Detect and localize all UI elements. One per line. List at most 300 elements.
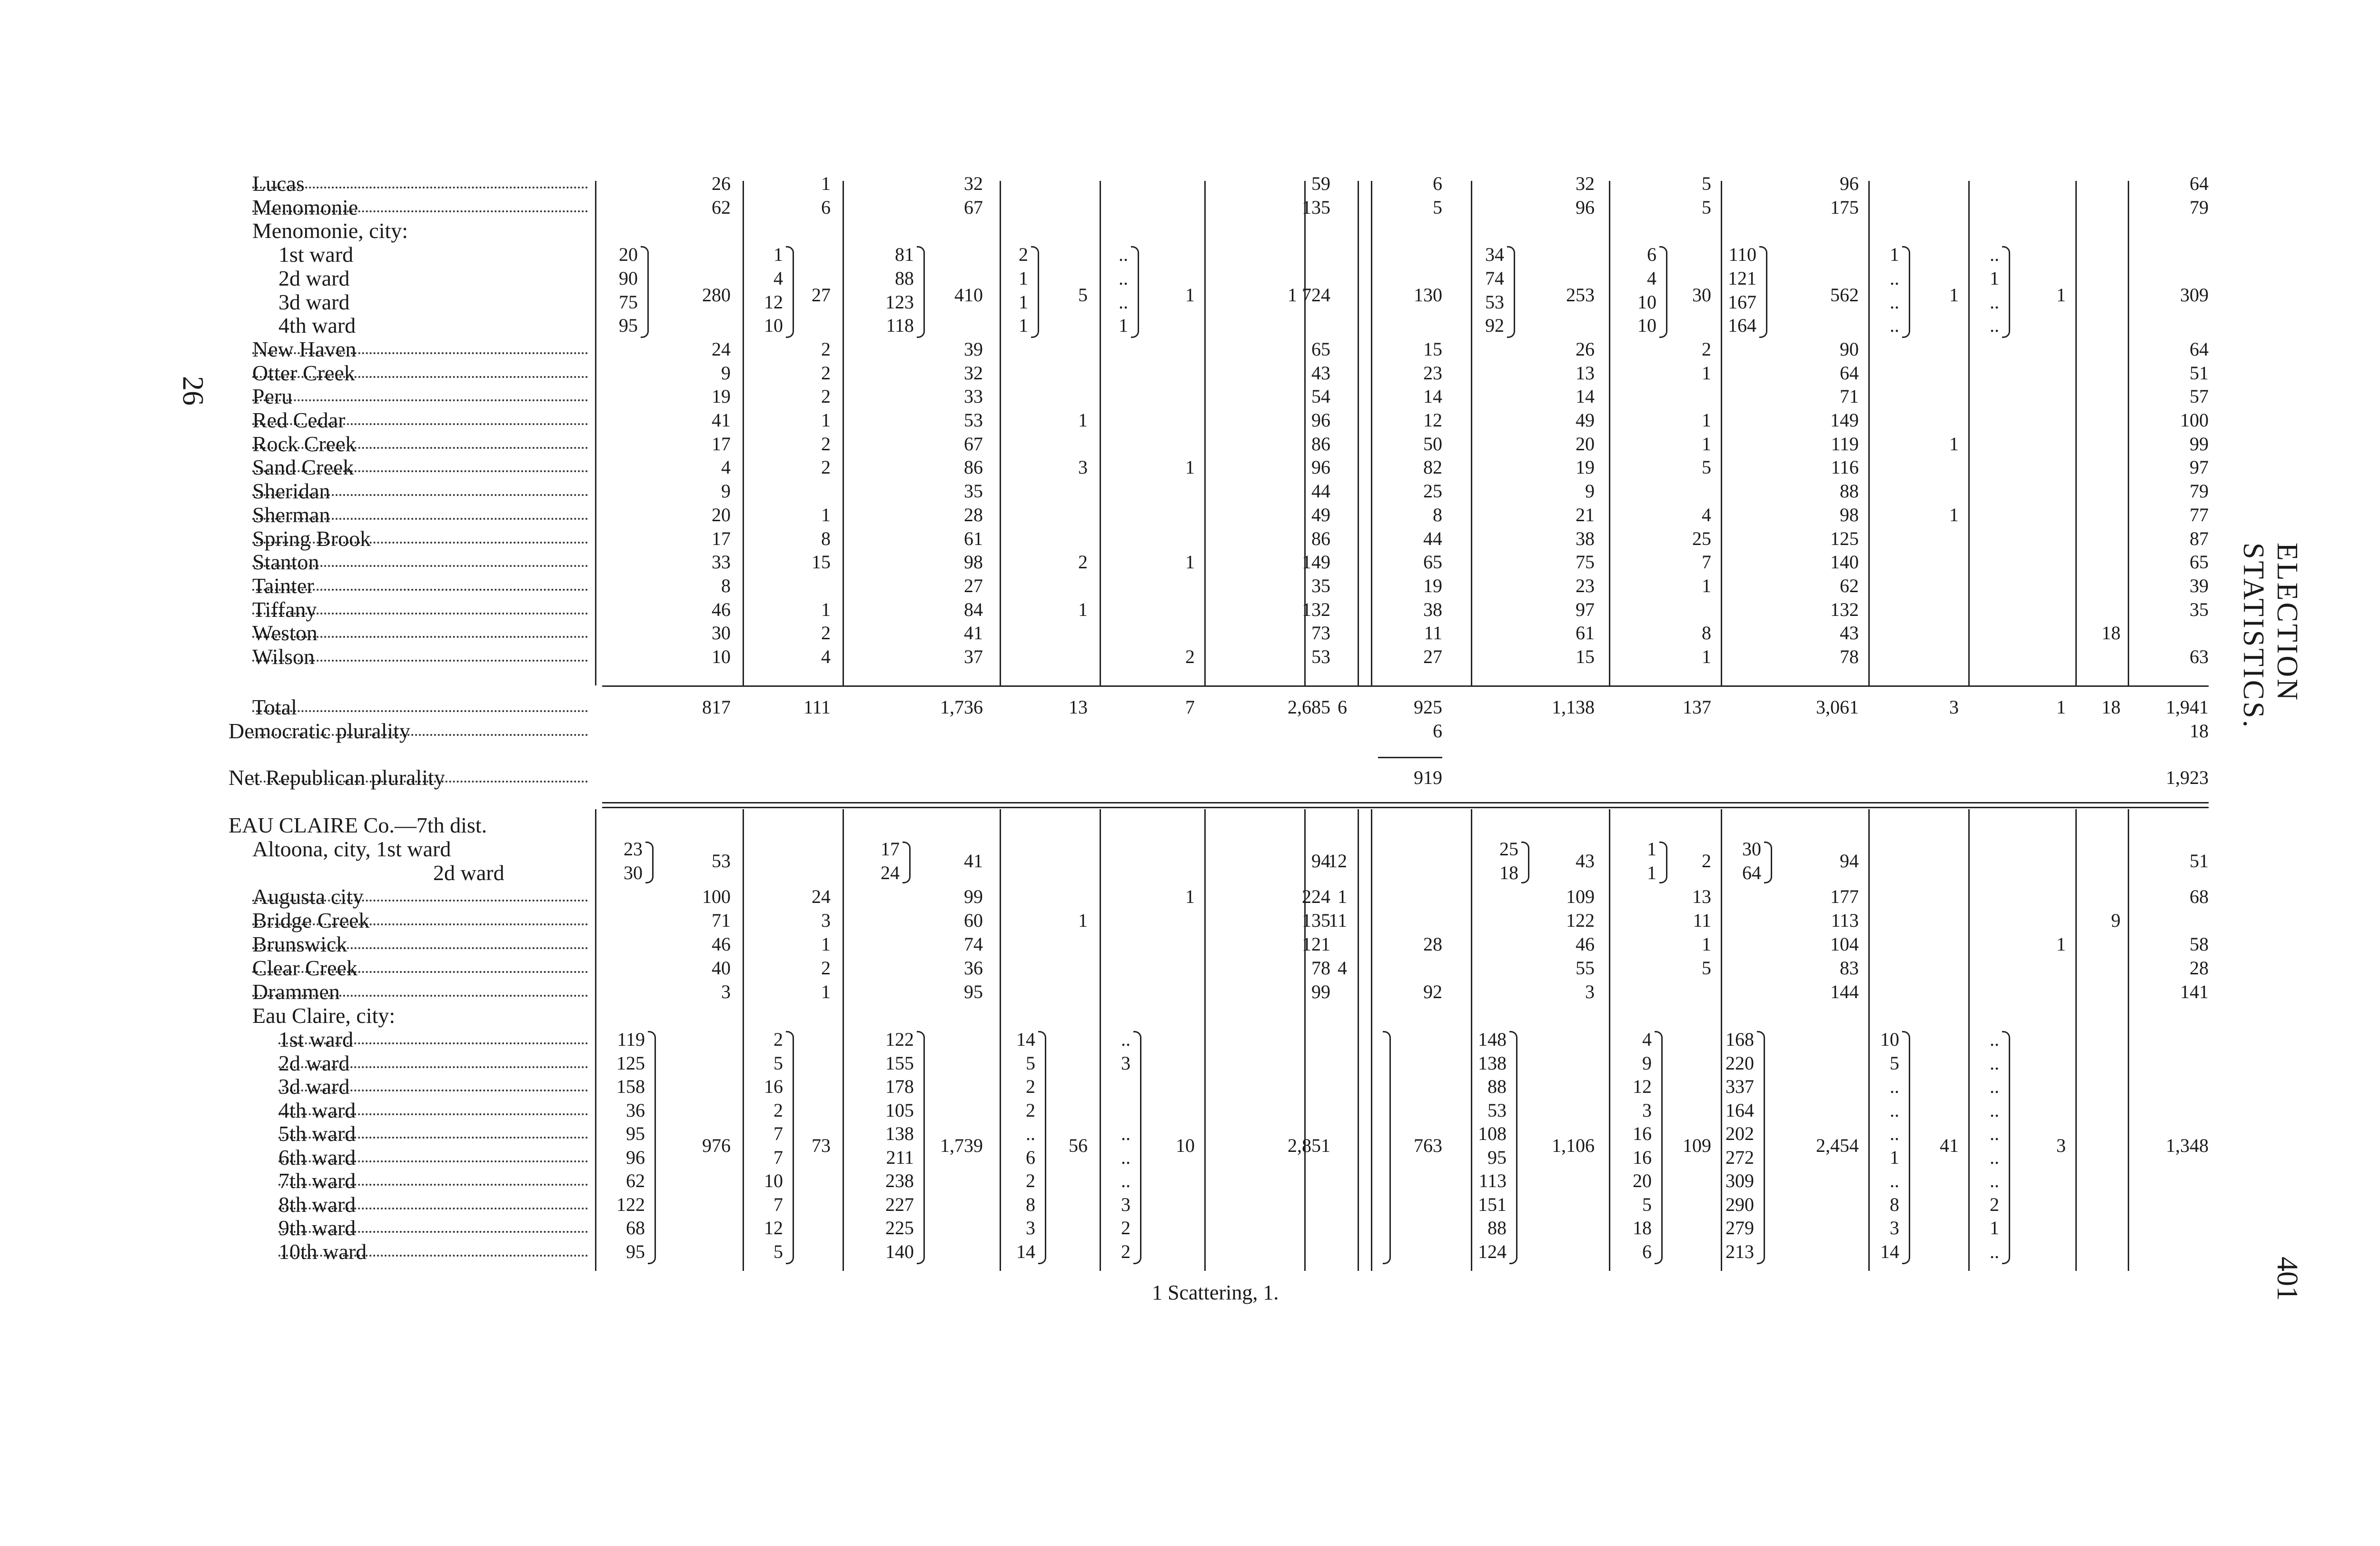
ward-cell-c4: 2: [1019, 244, 1028, 266]
cell-col-9: 32: [1576, 173, 1595, 194]
altoona-cell: 30: [624, 862, 643, 883]
row-label: 2d ward: [278, 266, 350, 290]
brace: [1509, 1031, 1517, 1264]
cell-col-1: 17: [712, 527, 731, 549]
ward-cell-c13: ..: [1990, 1170, 1999, 1191]
cell-col-6: 121: [1302, 933, 1330, 955]
altoona-cell: 1: [1647, 838, 1656, 860]
county-heading: EAU CLAIRE Co.—7th dist.: [228, 813, 487, 837]
cell-col-9: 23: [1576, 575, 1595, 596]
ward-cell-c5: 2: [1121, 1240, 1130, 1262]
ward-cell-c2: 4: [774, 267, 783, 289]
ward-cell-c2: 2: [774, 1029, 783, 1050]
column-rule: [743, 181, 744, 685]
cell-col-6: 65: [1311, 338, 1330, 360]
cell-col-3: 60: [964, 910, 983, 931]
ward-cell-c11: 164: [1728, 315, 1756, 337]
cell-col-15: 18: [2190, 720, 2209, 742]
cell-col-11: 149: [1830, 409, 1859, 431]
brace: [917, 246, 925, 338]
cell-col-1: 62: [712, 196, 731, 218]
cell-col-7: 11: [1329, 910, 1347, 931]
row-label: 5th ward: [278, 1121, 356, 1146]
cell-col-9: 1,106: [1552, 1134, 1595, 1156]
ward-cell-c4: 14: [1016, 1029, 1035, 1050]
cell-col-15: 309: [2180, 284, 2209, 306]
cell-col-1: 30: [712, 622, 731, 644]
cell-col-3: 41: [964, 622, 983, 644]
ward-cell-c2: 7: [774, 1123, 783, 1144]
ward-cell-c1: 75: [619, 291, 638, 313]
column-rule: [1721, 809, 1722, 1271]
ward-cell-c1: 125: [616, 1052, 645, 1074]
cell-col-4: 2: [1078, 551, 1088, 573]
ward-cell-c13: ..: [1990, 291, 1999, 313]
cell-col-11: 62: [1840, 575, 1859, 596]
cell-col-3: 37: [964, 646, 983, 667]
column-rule: [1204, 181, 1206, 685]
cell-col-2: 111: [803, 696, 831, 718]
ward-cell-c12: ..: [1890, 291, 1899, 313]
cell-col-6: 1 724: [1288, 284, 1330, 306]
cell-col-11: 83: [1840, 957, 1859, 979]
cell-col-6: 135: [1302, 910, 1330, 931]
cell-col-5: 10: [1176, 1134, 1195, 1156]
cell-col-15: 99: [2190, 433, 2209, 455]
cell-col-15: 63: [2190, 646, 2209, 667]
cell-col-10: 8: [1702, 622, 1711, 644]
cell-col-10: 7: [1702, 551, 1711, 573]
cell-col-1: 4: [721, 456, 731, 478]
brace: [2002, 1031, 2010, 1264]
brace: [1764, 842, 1772, 883]
altoona-cell: 24: [881, 862, 900, 883]
cell-col-15: 28: [2190, 957, 2209, 979]
brace: [1759, 246, 1767, 338]
ward-cell-c10: 18: [1633, 1217, 1652, 1239]
cell-col-6: 73: [1311, 622, 1330, 644]
ward-cell-c12: ..: [1890, 267, 1899, 289]
brace: [1757, 1031, 1765, 1264]
cell-col-9: 26: [1576, 338, 1595, 360]
cell-col-15: 35: [2190, 598, 2209, 620]
cell-col-13: 1: [2056, 284, 2066, 306]
cell-col-8: 8: [1433, 504, 1442, 525]
cell-col-9: 20: [1576, 433, 1595, 455]
cell-col-10: 1: [1702, 362, 1711, 384]
cell-col-11: 562: [1830, 284, 1859, 306]
ward-cell-c10: 4: [1647, 267, 1656, 289]
ward-cell-c2: 10: [764, 315, 783, 337]
ward-cell-c4: 14: [1016, 1240, 1035, 1262]
ward-cell-c2: 5: [774, 1240, 783, 1262]
cell-col-2: 2: [821, 957, 831, 979]
column-rule: [595, 809, 596, 1271]
column-rule: [1471, 809, 1472, 1271]
ward-cell-c10: 9: [1642, 1052, 1652, 1074]
ward-cell-c1: 62: [626, 1170, 645, 1191]
cell-col-10: 5: [1702, 456, 1711, 478]
ward-cell-c5: ..: [1119, 244, 1128, 266]
cell-col-8: 82: [1423, 456, 1442, 478]
ward-cell-c3: 211: [886, 1146, 914, 1168]
row-label: Net Republican plurality: [228, 765, 445, 790]
cell-col-8: 6: [1433, 173, 1442, 194]
ward-cell-c4: 6: [1026, 1146, 1035, 1168]
column-rule: [843, 809, 844, 1271]
row-label: 10th ward: [278, 1239, 367, 1264]
ward-cell-c2: 16: [764, 1076, 783, 1097]
column-rule: [1371, 809, 1372, 1271]
ward-cell-c13: ..: [1990, 244, 1999, 266]
ward-cell-c2: 7: [774, 1193, 783, 1215]
cell-col-8: 44: [1423, 527, 1442, 549]
cell-col-15: 77: [2190, 504, 2209, 525]
cell-col-15: 68: [2190, 886, 2209, 907]
ward-cell-c1: 95: [626, 1123, 645, 1144]
brace: [641, 246, 649, 338]
cell-col-5: 1: [1185, 456, 1195, 478]
ward-cell-c13: ..: [1990, 1029, 1999, 1050]
row-label: Wilson: [252, 644, 315, 669]
cell-col-1: 40: [712, 957, 731, 979]
ward-cell-c12: 10: [1880, 1029, 1899, 1050]
row-label: Red Cedar: [252, 408, 346, 432]
cell-col-8: 23: [1423, 362, 1442, 384]
rule: [1378, 757, 1442, 758]
cell-col-9: 38: [1576, 527, 1595, 549]
cell-col-12: 1: [1949, 284, 1959, 306]
row-label: 2d ward: [433, 861, 505, 885]
ward-cell-c4: 2: [1026, 1170, 1035, 1191]
column-rule: [1868, 181, 1870, 685]
cell-col-15: 58: [2190, 933, 2209, 955]
ward-cell-c10: 10: [1637, 315, 1656, 337]
row-label: Democratic plurality: [228, 719, 410, 743]
row-label: Sand Creek: [252, 455, 354, 480]
cell-col-9: 61: [1576, 622, 1595, 644]
cell-col-9: 122: [1566, 910, 1595, 931]
row-label: Bridge Creek: [252, 908, 370, 932]
cell-col-11: 116: [1831, 456, 1859, 478]
cell-col-9: 14: [1576, 386, 1595, 407]
cell-col-13: 1: [2056, 933, 2066, 955]
cell-col-12: 3: [1949, 696, 1959, 718]
cell-col-10: 5: [1702, 173, 1711, 194]
ward-cell-c11: 167: [1728, 291, 1756, 313]
cell-col-6: 59: [1311, 173, 1330, 194]
row-label: Lucas: [252, 171, 305, 196]
column-rule: [1204, 809, 1206, 1271]
cell-col-11: 144: [1830, 981, 1859, 1002]
ward-cell-c2: 7: [774, 1146, 783, 1168]
cell-col-10: 109: [1683, 1134, 1711, 1156]
row-label: Clear Creek: [252, 956, 357, 980]
cell-col-1: 8: [721, 575, 731, 596]
ward-cell-c13: ..: [1990, 1240, 1999, 1262]
cell-col-5: 2: [1185, 646, 1195, 667]
cell-col-2: 2: [821, 622, 831, 644]
brace: [1659, 246, 1667, 338]
cell-col-8: 28: [1423, 933, 1442, 955]
altoona-cell: 25: [1499, 838, 1518, 860]
cell-col-2: 27: [812, 284, 831, 306]
ward-cell-c5: ..: [1119, 267, 1128, 289]
cell-col-10: 137: [1683, 696, 1711, 718]
rule: [602, 807, 2209, 808]
cell-col-8: 19: [1423, 575, 1442, 596]
ward-cell-c2: 5: [774, 1052, 783, 1074]
ward-cell-c9: 113: [1478, 1170, 1507, 1191]
ward-cell-c13: ..: [1990, 1123, 1999, 1144]
ward-cell-c1: 96: [626, 1146, 645, 1168]
cell-col-10: 1: [1702, 933, 1711, 955]
cell-col-2: 73: [812, 1134, 831, 1156]
column-rule: [1721, 181, 1722, 685]
cell-col-5: 1: [1185, 886, 1195, 907]
row-label: Peru: [252, 384, 293, 409]
cell-col-11: 71: [1840, 386, 1859, 407]
cell-col-6: 96: [1311, 409, 1330, 431]
ward-cell-c13: 1: [1990, 1217, 1999, 1239]
cell-col-8: 25: [1423, 480, 1442, 502]
ward-cell-c3: 122: [885, 1029, 914, 1050]
cell-col-8: 50: [1423, 433, 1442, 455]
cell-col-2: 2: [821, 433, 831, 455]
ward-cell-c12: ..: [1890, 1123, 1899, 1144]
ward-cell-c13: 1: [1990, 267, 1999, 289]
ward-cell-c3: 178: [885, 1076, 914, 1097]
column-rule: [1371, 181, 1372, 685]
brace: [917, 1031, 925, 1264]
cell-col-4: 1: [1078, 409, 1088, 431]
cell-col-14: 18: [2102, 622, 2121, 644]
brace: [902, 842, 911, 883]
cell-col-1: 9: [721, 480, 731, 502]
ward-cell-c12: 3: [1890, 1217, 1899, 1239]
ward-cell-c2: 12: [764, 291, 783, 313]
ward-cell-c1: 122: [616, 1193, 645, 1215]
ward-cell-c5: ..: [1119, 291, 1128, 313]
ward-cell-c13: ..: [1990, 1052, 1999, 1074]
ward-cell-c1: 119: [617, 1029, 645, 1050]
cell-col-11: 64: [1840, 362, 1859, 384]
column-rule: [1100, 809, 1101, 1271]
ward-cell-c10: 16: [1633, 1123, 1652, 1144]
cell-col-15: 1,923: [2166, 767, 2209, 788]
cell-col-11: 90: [1840, 338, 1859, 360]
ward-cell-c1: 36: [626, 1099, 645, 1121]
altoona-cell: 1: [1647, 862, 1656, 883]
brace: [1902, 1031, 1910, 1264]
row-label: Weston: [252, 621, 317, 645]
cell-col-15: 100: [2180, 409, 2209, 431]
ward-cell-c5: 2: [1121, 1217, 1130, 1239]
row-label: 1st ward: [278, 242, 354, 267]
column-rule: [1609, 181, 1610, 685]
ward-cell-c4: 3: [1026, 1217, 1035, 1239]
column-rule: [1868, 809, 1870, 1271]
cell-col-15: 1,348: [2166, 1134, 2209, 1156]
cell-col-11: 140: [1830, 551, 1859, 573]
brace: [1902, 246, 1910, 338]
ward-cell-c3: 81: [895, 244, 914, 266]
ward-cell-c10: 3: [1642, 1099, 1652, 1121]
ward-cell-c5: 3: [1121, 1052, 1130, 1074]
ward-cell-c3: 138: [885, 1123, 914, 1144]
ward-cell-c11: 309: [1726, 1170, 1754, 1191]
cell-col-15: 51: [2190, 850, 2209, 872]
cell-col-1: 33: [712, 551, 731, 573]
cell-col-13: 1: [2056, 696, 2066, 718]
row-label: 4th ward: [278, 1098, 356, 1122]
column-rule: [2128, 181, 2129, 685]
cell-col-2: 15: [812, 551, 831, 573]
cell-col-8: 92: [1423, 981, 1442, 1002]
ward-cell-c1: 20: [619, 244, 638, 266]
ward-cell-c5: ..: [1121, 1146, 1130, 1168]
ward-cell-c10: 4: [1642, 1029, 1652, 1050]
ward-cell-c2: 12: [764, 1217, 783, 1239]
column-rule: [1100, 181, 1101, 685]
cell-col-6: 94: [1311, 850, 1330, 872]
rule: [602, 802, 2209, 803]
cell-col-11: 98: [1840, 504, 1859, 525]
cell-col-9: 15: [1576, 646, 1595, 667]
ward-cell-c4: 8: [1026, 1193, 1035, 1215]
column-rule: [843, 181, 844, 685]
cell-col-15: 79: [2190, 196, 2209, 218]
cell-col-11: 96: [1840, 173, 1859, 194]
cell-col-4: 1: [1078, 910, 1088, 931]
cell-col-2: 1: [821, 598, 831, 620]
ward-cell-c10: 16: [1633, 1146, 1652, 1168]
cell-col-4: 3: [1078, 456, 1088, 478]
cell-col-1: 17: [712, 433, 731, 455]
row-label: Eau Claire, city:: [252, 1003, 396, 1028]
row-label: Altoona, city, 1st ward: [252, 837, 451, 861]
cell-col-9: 55: [1576, 957, 1595, 979]
cell-col-9: 43: [1576, 850, 1595, 872]
brace: [786, 246, 794, 338]
row-label: 1st ward: [278, 1027, 354, 1051]
cell-col-2: 1: [821, 933, 831, 955]
cell-col-15: 57: [2190, 386, 2209, 407]
cell-col-10: 13: [1692, 886, 1711, 907]
altoona-cell: 17: [881, 838, 900, 860]
cell-col-10: 5: [1702, 196, 1711, 218]
ward-cell-c11: 110: [1728, 244, 1756, 266]
cell-col-1: 46: [712, 598, 731, 620]
ward-cell-c9: 138: [1478, 1052, 1507, 1074]
cell-col-5: 1: [1185, 284, 1195, 306]
cell-col-3: 53: [964, 409, 983, 431]
ward-cell-c1: 95: [626, 1240, 645, 1262]
cell-col-15: 64: [2190, 173, 2209, 194]
cell-col-11: 119: [1831, 433, 1859, 455]
cell-col-3: 67: [964, 196, 983, 218]
cell-col-3: 86: [964, 456, 983, 478]
ward-cell-c11: 164: [1726, 1099, 1754, 1121]
ward-cell-c1: 68: [626, 1217, 645, 1239]
row-label: Brunswick: [252, 932, 347, 956]
cell-col-2: 1: [821, 981, 831, 1002]
cell-col-7: 1: [1338, 886, 1347, 907]
row-label: Spring Brook: [252, 526, 371, 551]
ward-cell-c3: 105: [885, 1099, 914, 1121]
row-label: Otter Creek: [252, 360, 355, 385]
ward-cell-c10: 6: [1642, 1240, 1652, 1262]
ward-cell-c5: ..: [1121, 1170, 1130, 1191]
ward-cell-c3: 227: [885, 1193, 914, 1215]
dot-leader: [252, 710, 588, 712]
cell-col-9: 49: [1576, 409, 1595, 431]
cell-col-9: 46: [1576, 933, 1595, 955]
cell-col-6: 49: [1311, 504, 1330, 525]
ward-cell-c10: 10: [1637, 291, 1656, 313]
cell-col-15: 65: [2190, 551, 2209, 573]
row-label: Tainter: [252, 573, 314, 598]
cell-col-7: 12: [1328, 850, 1347, 872]
row-label: 7th ward: [278, 1169, 356, 1193]
cell-col-3: 27: [964, 575, 983, 596]
cell-col-14: 18: [2102, 696, 2121, 718]
ward-cell-c12: 1: [1890, 1146, 1899, 1168]
ward-cell-c1: 90: [619, 267, 638, 289]
row-label: 8th ward: [278, 1192, 356, 1217]
cell-col-2: 2: [821, 362, 831, 384]
page-number: 401: [2271, 1257, 2303, 1301]
ward-cell-c12: 1: [1890, 244, 1899, 266]
cell-col-3: 1,736: [940, 696, 983, 718]
cell-col-1: 53: [712, 850, 731, 872]
cell-col-3: 84: [964, 598, 983, 620]
cell-col-2: 2: [821, 338, 831, 360]
ward-cell-c9: 148: [1478, 1029, 1507, 1050]
cell-col-4: 1: [1078, 598, 1088, 620]
cell-col-9: 19: [1576, 456, 1595, 478]
dot-leader: [252, 399, 588, 401]
cell-col-10: 4: [1702, 504, 1711, 525]
cell-col-10: 11: [1693, 910, 1711, 931]
cell-col-8: 925: [1414, 696, 1442, 718]
altoona-cell: 64: [1742, 862, 1761, 883]
cell-col-11: 88: [1840, 480, 1859, 502]
ward-cell-c9: 124: [1478, 1240, 1507, 1262]
cell-col-3: 28: [964, 504, 983, 525]
ward-cell-c13: ..: [1990, 1146, 1999, 1168]
cell-col-13: 3: [2056, 1134, 2066, 1156]
ward-cell-c4: 1: [1019, 315, 1028, 337]
cell-col-11: 175: [1830, 196, 1859, 218]
cell-col-6: 96: [1311, 456, 1330, 478]
cell-col-7: 4: [1338, 957, 1347, 979]
column-rule: [743, 809, 744, 1271]
ward-cell-c11: 121: [1728, 267, 1756, 289]
ward-cell-c11: 337: [1726, 1076, 1754, 1097]
cell-col-10: 30: [1692, 284, 1711, 306]
cell-col-1: 280: [702, 284, 731, 306]
ward-cell-c11: 272: [1726, 1146, 1754, 1168]
cell-col-3: 95: [964, 981, 983, 1002]
cell-col-3: 33: [964, 386, 983, 407]
ward-cell-c9: 34: [1485, 244, 1504, 266]
cell-col-8: 65: [1423, 551, 1442, 573]
ward-cell-c12: 14: [1880, 1240, 1899, 1262]
ward-cell-c11: 168: [1726, 1029, 1754, 1050]
cell-col-3: 32: [964, 362, 983, 384]
brace: [1659, 842, 1667, 883]
